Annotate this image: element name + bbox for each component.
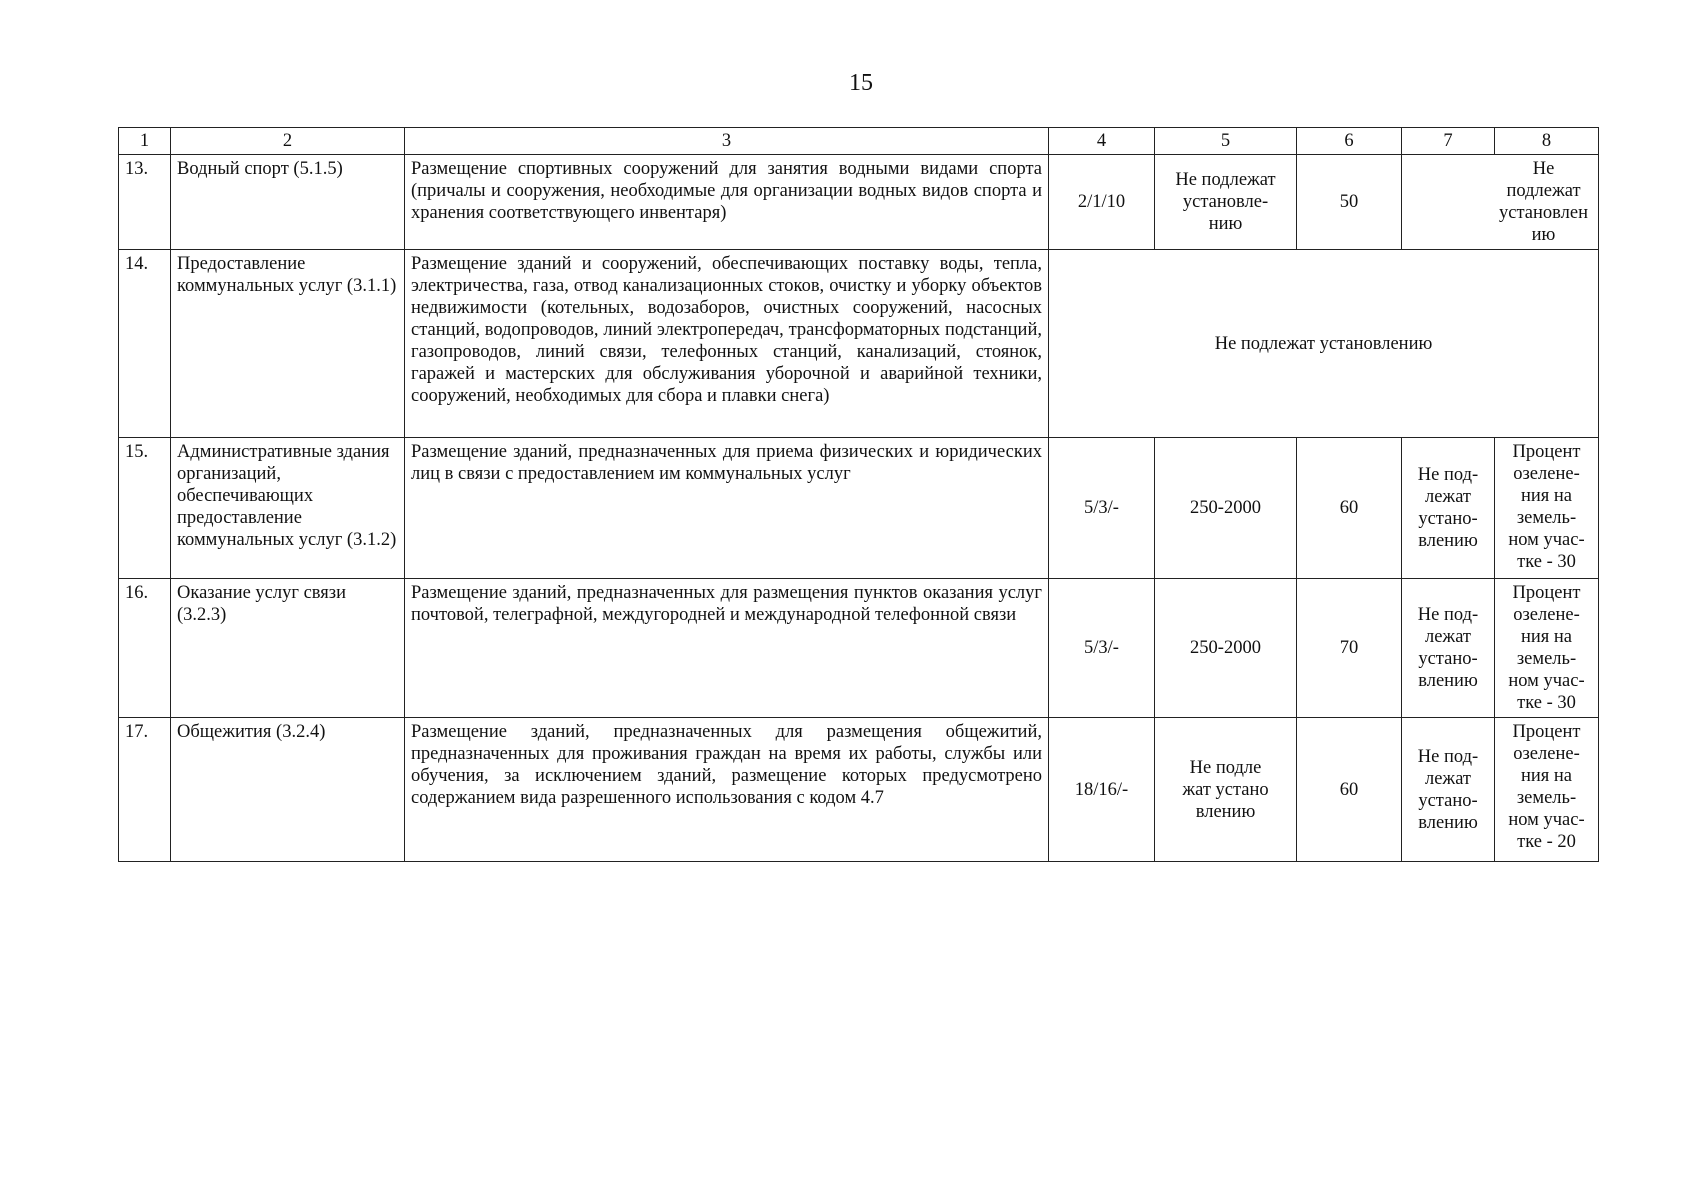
land-use-description: Размещение зданий, предназначенных для приема физических и юридических лиц в связи с предоставлением им коммунальных услуг (405, 438, 1049, 579)
floors-value: 5/3/- (1049, 438, 1155, 579)
plot-size-value: 250-2000 (1155, 579, 1297, 718)
land-use-description: Размещение зданий, предназначенных для размещения пунктов оказания услуг почтовой, телеграфной, междугородней и международной телефонной связи (405, 579, 1049, 718)
land-use-table (118, 127, 1599, 862)
land-use-description: Размещение спортивных сооружений для занятия водными видами спорта (причалы и сооружения, необходимые для организации водных видов спорта и хранения соответствующего инвентаря) (405, 155, 1049, 250)
greening-value: Процент озелене- ния на земель- ном учас- тке - 30 (1495, 579, 1599, 718)
floors-value: 5/3/- (1049, 579, 1155, 718)
coverage-value: 60 (1297, 718, 1402, 862)
coverage-value: 60 (1297, 438, 1402, 579)
header-row (119, 128, 1599, 155)
land-use-type: Предоставление коммунальных услуг (3.1.1) (171, 250, 405, 438)
plot-size-value: 250-2000 (1155, 438, 1297, 579)
column-header-1: 1 (119, 128, 171, 155)
coverage-value: 70 (1297, 579, 1402, 718)
plot-size-value: Не подле жат устано влению (1155, 718, 1297, 862)
column-header-7: 7 (1402, 128, 1495, 155)
land-use-type: Оказание услуг связи (3.2.3) (171, 579, 405, 718)
merged-parameters-value: Не подлежат установлению (1049, 250, 1599, 438)
greening-value: Процент озелене- ния на земель- ном учас- тке - 30 (1495, 438, 1599, 579)
column-header-5: 5 (1155, 128, 1297, 155)
land-use-type: Водный спорт (5.1.5) (171, 155, 405, 250)
table-row (119, 250, 1599, 438)
setback-value: Не под- лежат устано- влению (1402, 438, 1495, 579)
column-header-4: 4 (1049, 128, 1155, 155)
land-use-description: Размещение зданий, предназначенных для размещения общежитий, предназначенных для проживания граждан на время их работы, службы или обучения, за исключением зданий, размещение которых предусмотрено содержанием вида разрешенного использования с кодом 4.7 (405, 718, 1049, 862)
greening-value: Процент озелене- ния на земель- ном учас- тке - 20 (1495, 718, 1599, 862)
floors-value: 18/16/- (1049, 718, 1155, 862)
coverage-value: 50 (1297, 155, 1402, 250)
other-parameters-value: Не подлежат установлен ию (1402, 155, 1599, 250)
row-number: 15. (119, 438, 171, 579)
floors-value: 2/1/10 (1049, 155, 1155, 250)
table-row (119, 155, 1599, 250)
table-row (119, 579, 1599, 718)
land-use-description: Размещение зданий и сооружений, обеспечивающих поставку воды, тепла, электричества, газа, отвод канализационных стоков, очистку и уборку объектов недвижимости (котельных, водозаборов, очистных сооружений, насосных станций, водопроводов, линий электропередач, трансформаторных подстанций, газопроводов, линий связи, телефонных станций, канализаций, стоянок, гаражей и мастерских для обслуживания уборочной и аварийной техники, сооружений, необходимых для сбора и плавки снега) (405, 250, 1049, 438)
column-header-6: 6 (1297, 128, 1402, 155)
row-number: 16. (119, 579, 171, 718)
land-use-type: Общежития (3.2.4) (171, 718, 405, 862)
setback-value: Не под- лежат устано- влению (1402, 579, 1495, 718)
row-number: 13. (119, 155, 171, 250)
setback-value: Не под- лежат устано- влению (1402, 718, 1495, 862)
page-number: 15 (849, 70, 873, 96)
land-use-type: Административные здания организаций, обеспечивающих предоставление коммунальных услуг (3.1.2) (171, 438, 405, 579)
column-header-8: 8 (1495, 128, 1599, 155)
table-row (119, 718, 1599, 862)
row-number: 14. (119, 250, 171, 438)
column-header-2: 2 (171, 128, 405, 155)
row-number: 17. (119, 718, 171, 862)
column-header-3: 3 (405, 128, 1049, 155)
plot-size-value: Не подлежат установле- нию (1155, 155, 1297, 250)
table-row (119, 438, 1599, 579)
